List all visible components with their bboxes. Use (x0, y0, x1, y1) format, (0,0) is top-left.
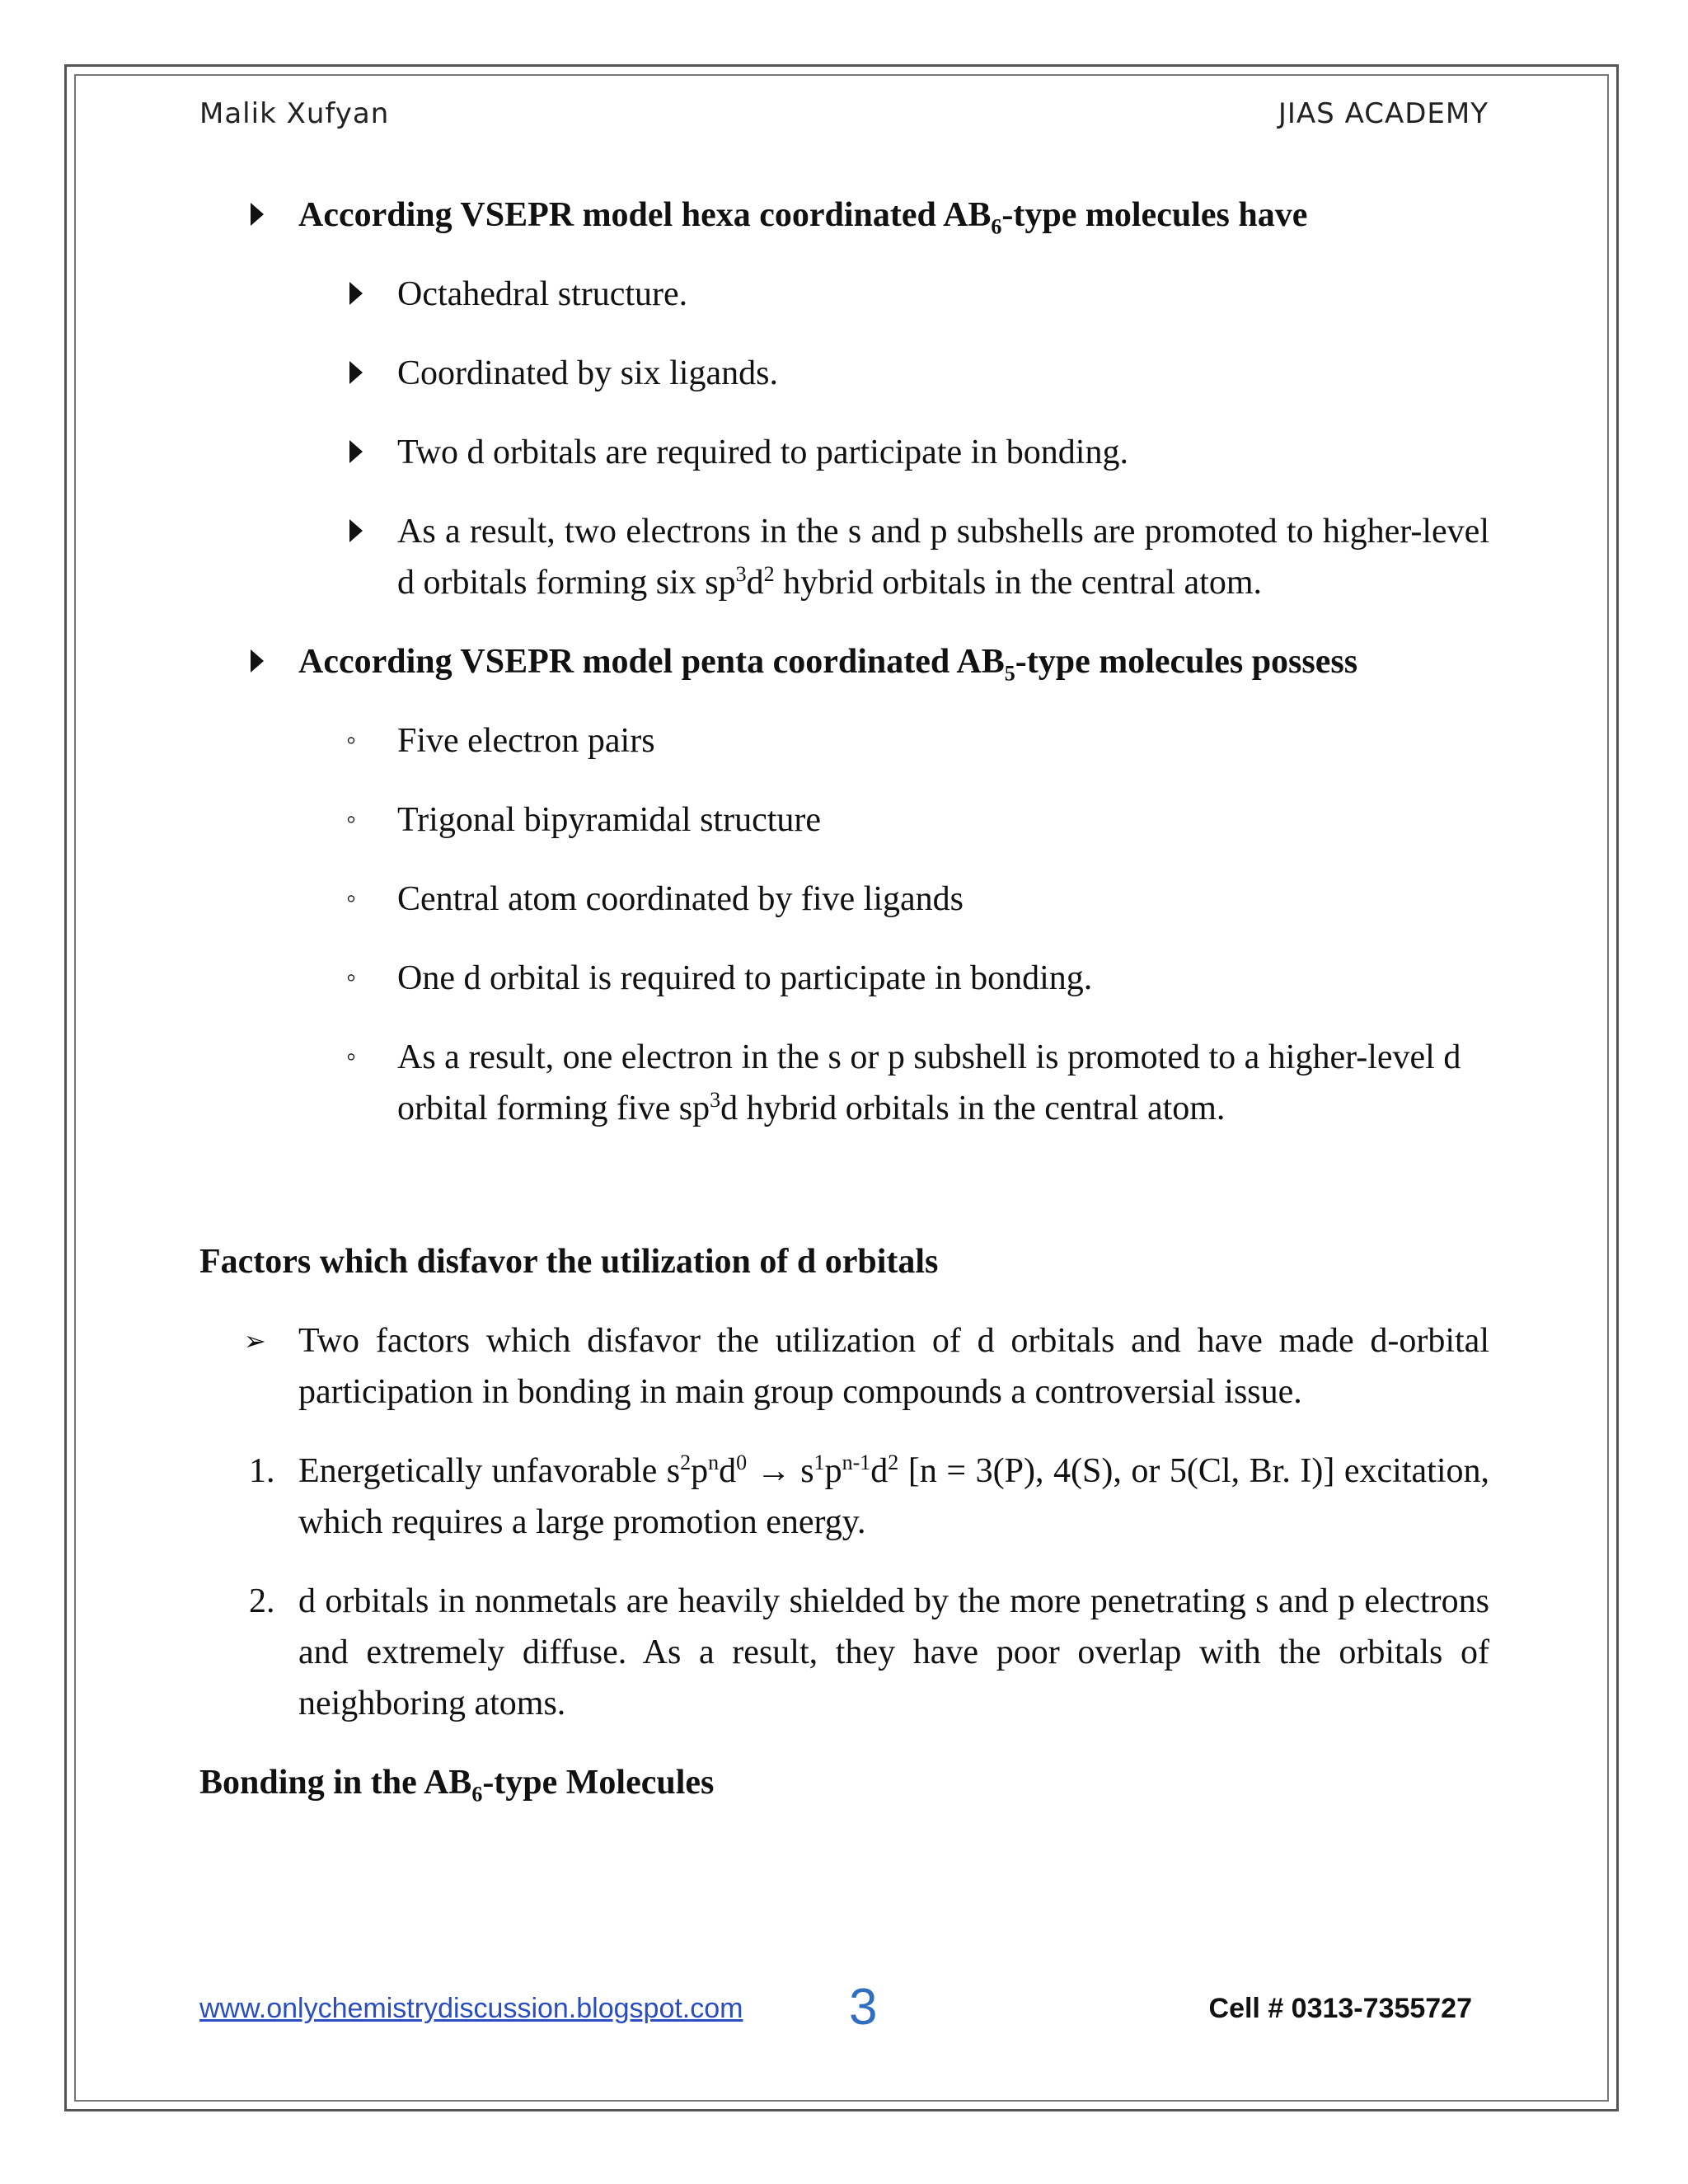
triangle-bullet-icon (251, 203, 264, 226)
item-number: 1. (249, 1452, 275, 1490)
circle-bullet-icon: ◦ (346, 725, 357, 756)
circle-bullet-icon: ◦ (346, 963, 357, 993)
section-heading: Factors which disfavor the utilization of d orbitals (199, 1243, 939, 1281)
list-item: ◦ Five electron pairs (199, 715, 1489, 766)
hexa-coordinated-heading: According VSEPR model hexa coordinated $AB_6$-type molecules have (199, 190, 1489, 241)
blog-link[interactable]: www.onlychemistrydiscussion.blogspot.com (199, 1993, 743, 2024)
numbered-item: 2. d orbitals in nonmetals are heavily shielded by the more penetrating s and p electrons and extremely diffuse. As a result, they have poor overlap with the orbitals of neighboring atoms. (199, 1576, 1489, 1729)
list-item: ◦ Central atom coordinated by five ligands (199, 874, 1489, 925)
spacer (199, 1162, 1489, 1236)
triangle-bullet-icon (349, 282, 363, 305)
triangle-bullet-icon (349, 361, 363, 384)
header-academy: JIAS ACADEMY (1278, 97, 1489, 130)
list-item: ➢ Two factors which disfavor the utilization of d orbitals and have made d-orbital participation in bonding in main group compounds a controversial issue. (199, 1315, 1489, 1418)
arrow-bullet-icon: ➢ (244, 1326, 266, 1356)
header-author: Malik Xufyan (199, 97, 390, 130)
triangle-bullet-icon (349, 440, 363, 463)
list-item: Octahedral structure. (199, 269, 1489, 320)
circle-bullet-icon: ◦ (346, 804, 357, 835)
numbered-item: 1. Energetically unfavorable $s^2p^nd^0 \to s^1p^{n-1}d^2$ [n = 3(P), 4(S), or 5(Cl, Br. I)] excitation, which requires a large promotion energy. (199, 1446, 1489, 1548)
triangle-bullet-icon (251, 649, 264, 673)
triangle-bullet-icon (349, 519, 363, 542)
item-number: 2. (249, 1582, 275, 1620)
page-number: 3 (849, 1979, 878, 2036)
document-body (199, 190, 1489, 1836)
list-item: ◦ As a result, one electron in the s or p subshell is promoted to a higher-level d orbital forming five $sp^3d$ hybrid orbitals in the central atom. (199, 1032, 1489, 1134)
list-item: ◦ One d orbital is required to participate in bonding. (199, 953, 1489, 1004)
list-item: Coordinated by six ligands. (199, 348, 1489, 399)
cell-number: Cell # 0313-7355727 (1208, 1993, 1472, 2024)
list-item: As a result, two electrons in the s and p subshells are promoted to higher-level d orbitals forming six $sp^3d^2$ hybrid orbitals in the central atom. (199, 506, 1489, 608)
section-heading: Bonding in the $AB_6$-type Molecules (199, 1764, 715, 1807)
circle-bullet-icon: ◦ (346, 1042, 357, 1072)
list-item: ◦ Trigonal bipyramidal structure (199, 794, 1489, 846)
list-item: Two d orbitals are required to participate in bonding. (199, 427, 1489, 478)
penta-coordinated-heading: According VSEPR model penta coordinated $AB_5$-type molecules possess (199, 636, 1489, 687)
circle-bullet-icon: ◦ (346, 883, 357, 914)
